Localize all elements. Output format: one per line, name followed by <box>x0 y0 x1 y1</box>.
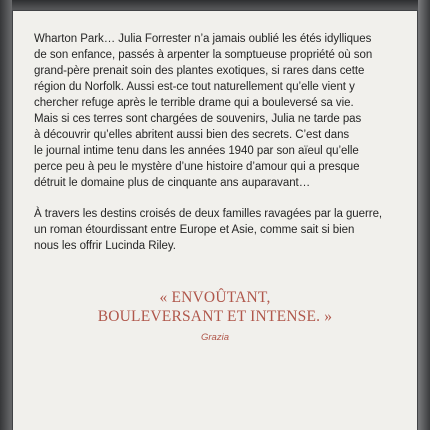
book-edge-left <box>0 0 12 430</box>
synopsis-paragraph-2: À travers les destins croisés de deux familles ravagées par la guerre, un roman étourdissant entre Europe et Asie, comme sait si bien nous les offrir Lucinda Riley. <box>34 208 383 252</box>
press-quote-line-1: « ENVOÛTANT, <box>159 289 271 306</box>
book-edge-top <box>0 0 430 10</box>
press-quote <box>13 288 417 326</box>
book-edge-right <box>418 0 430 430</box>
synopsis-paragraph-1: Wharton Park… Julia Forrester n’a jamais oublié les étés idylliques de son enfance, passés à arpenter la somptueuse propriété où son grand-père prenait soin des plantes exotiques, si rares dans cette région du Norfolk. Aussi est-ce tout naturellement qu’elle vient y chercher refuge après le terrible drame qui a bouleversé sa vie. Mais si ces terres sont chargées de souvenirs, Julia ne tarde pas à découvrir qu’elles abritent aussi bien des secrets. C’est dans le journal intime tenu dans les années 1940 par son aïeul qu’elle perce peu à peu le mystère d’une histoire d’amour qui a presque détruit le domaine plus de cinquante ans auparavant… <box>34 33 373 189</box>
synopsis <box>34 31 386 254</box>
press-quote-source: Grazia <box>201 332 229 343</box>
press-quote-line-2: BOULEVERSANT ET INTENSE. » <box>97 308 333 325</box>
